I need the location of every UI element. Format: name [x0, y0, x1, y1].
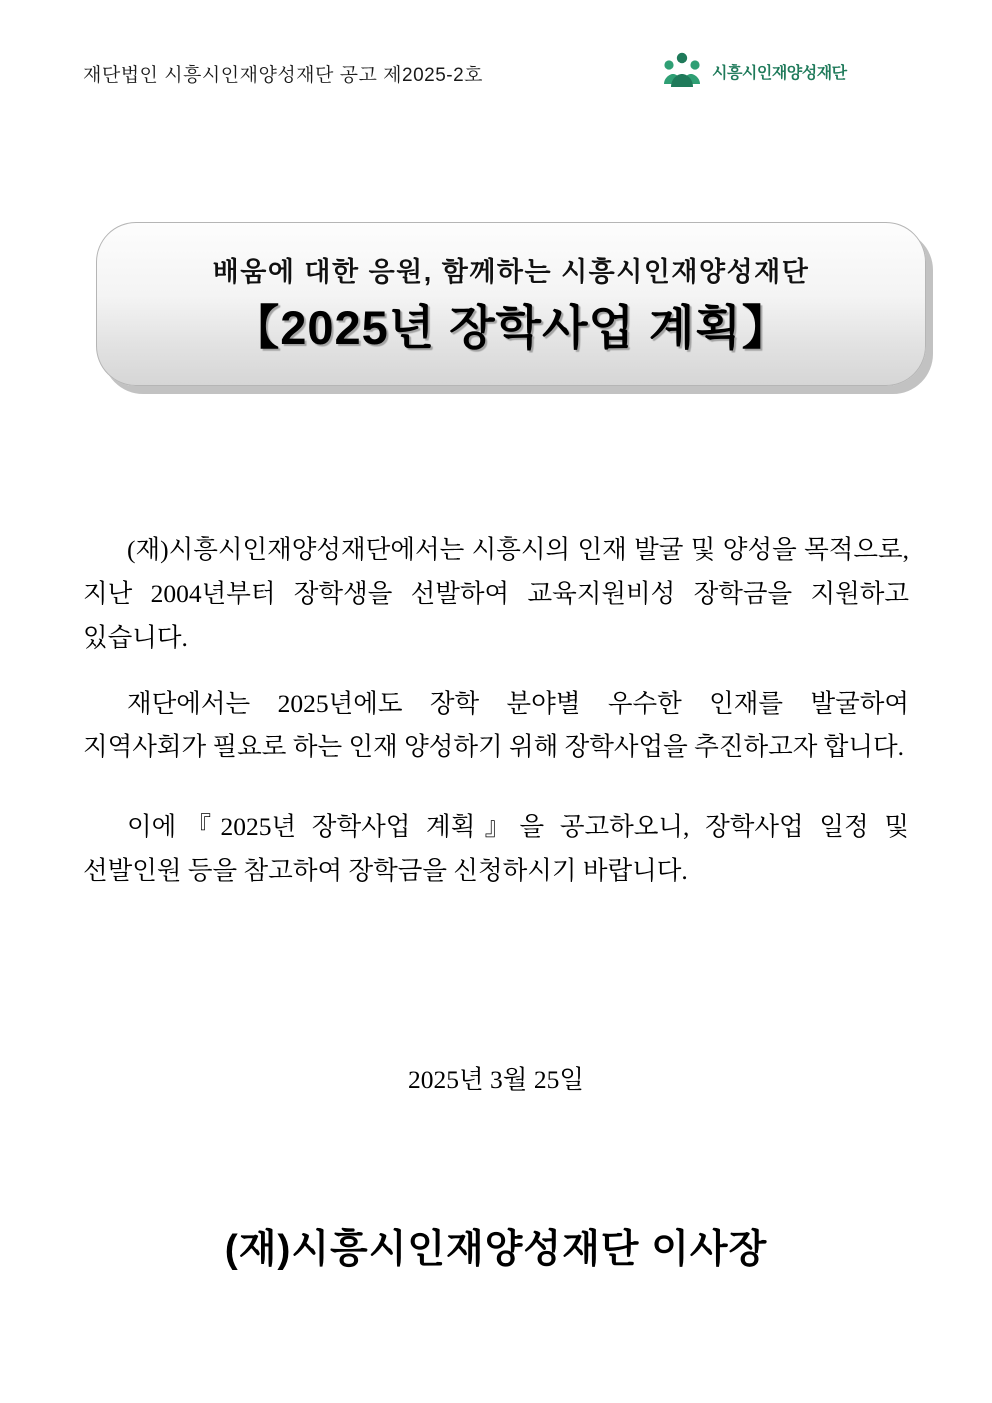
foundation-logo-text: 시흥시인재양성재단 [712, 64, 847, 82]
foundation-logo [660, 48, 880, 94]
date-line: 2025년 3월 25일 [408, 1065, 584, 1094]
body-paragraph-1: (재)시흥시인재양성재단에서는 시흥시의 인재 발굴 및 양성을 목적으로, 지난 2004년부터 장학생을 선발하여 교육지원비성 장학금을 지원하고 있습니다. [83, 535, 909, 652]
body-paragraph-2: 재단에서는 2025년에도 장학 분야별 우수한 인재를 발굴하여 지역사회가 필요로 하는 인재 양성하기 위해 장학사업을 추진하고자 합니다. [83, 688, 909, 762]
document-body [83, 528, 909, 915]
document-header [0, 60, 992, 100]
people-group-icon [660, 51, 704, 91]
notice-number: 재단법인 시흥시인재양성재단 공고 제2025-2호 [83, 65, 484, 86]
signature-line: (재)시흥시인재양성재단 이사장 [224, 1228, 768, 1271]
title-plaque [96, 222, 926, 386]
plaque-main-title: 【2025년 장학사업 계획】 [232, 301, 790, 354]
body-paragraph-3: 이에『2025년 장학사업 계획』을 공고하오니, 장학사업 일정 및 선발인원 등을 참고하여 장학금을 신청하시기 바랍니다. [83, 812, 909, 886]
plaque-subtitle: 배움에 대한 응원, 함께하는 시흥시인재양성재단 [212, 257, 810, 287]
